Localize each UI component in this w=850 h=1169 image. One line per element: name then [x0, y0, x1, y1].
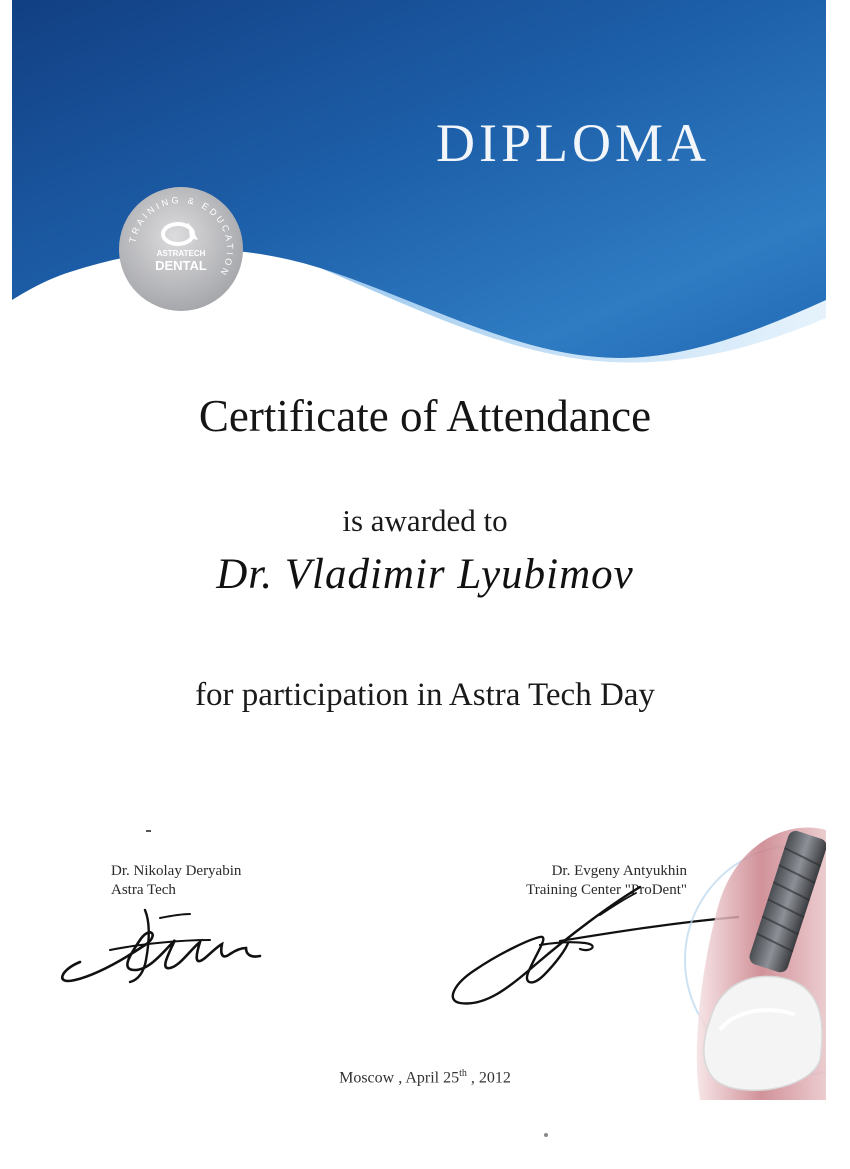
footer-city: Moscow — [339, 1069, 395, 1087]
footer-month-day: April 25 — [405, 1069, 460, 1087]
footer-day-suffix: th — [459, 1068, 467, 1079]
header-wave-background — [0, 0, 850, 370]
dental-implant-illustration — [680, 820, 826, 1110]
footer-year: 2012 — [478, 1069, 511, 1087]
right-signatory-org: Training Center "ProDent" — [526, 882, 687, 898]
right-signatory-name: Dr. Evgeny Antyukhin — [551, 863, 687, 879]
seal-brand-line2: DENTAL — [155, 258, 207, 273]
participation-line: for participation in Astra Tech Day — [195, 677, 655, 713]
diploma-title: DIPLOMA — [436, 113, 711, 173]
certificate-title: Certificate of Attendance — [198, 391, 652, 441]
left-signature — [50, 900, 280, 995]
seal-ring-text: TRAINING & EDUCATION — [127, 194, 236, 280]
footer-place-date: Moscow , April 25th , 2012 — [339, 1068, 511, 1087]
left-signatory-name: Dr. Nikolay Deryabin — [111, 863, 242, 879]
scan-speck — [544, 1133, 548, 1137]
scan-speck — [146, 830, 151, 832]
astratech-dental-seal — [118, 186, 244, 312]
left-signatory — [111, 862, 241, 900]
awarded-line: is awarded to — [342, 503, 508, 538]
recipient-name: Dr. Vladimir Lyubimov — [216, 551, 634, 598]
left-signatory-org: Astra Tech — [111, 882, 176, 898]
seal-brand-line1: ASTRATECH — [156, 249, 206, 258]
